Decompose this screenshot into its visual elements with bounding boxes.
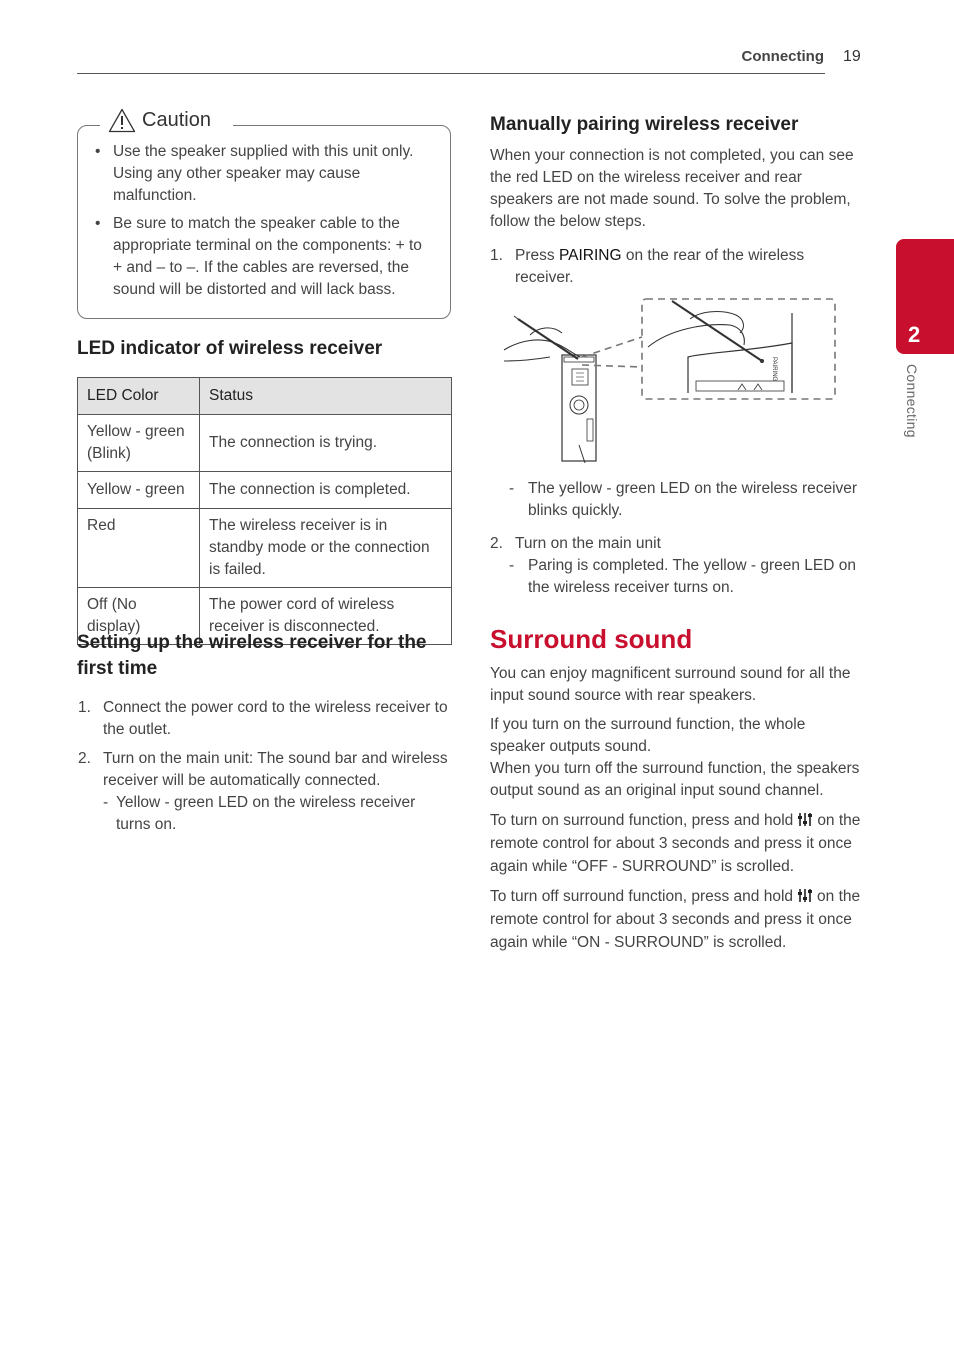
sub-item: - Yellow - green LED on the wireless receiver turns on. xyxy=(103,794,416,833)
caution-header xyxy=(100,106,233,134)
led-heading: LED indicator of wireless receiver xyxy=(77,338,383,359)
manual-note-1: - The yellow - green LED on the wireless receiver blinks quickly. xyxy=(509,480,858,519)
list-item: 2. Turn on the main unit - Paring is completed. The yellow - green LED on the wireless receiver turns on. xyxy=(490,533,860,599)
list-item: • Use the speaker supplied with this unit only. Using any other speaker may cause malfunction. xyxy=(95,143,414,204)
table-header-cell: LED Color xyxy=(78,378,200,415)
table-cell: Red xyxy=(78,509,200,588)
surround-para-3: To turn on surround function, press and hold on the remote control for about 3 seconds and press it once again while “OFF - SURROUND” is scrolled. xyxy=(490,812,861,875)
manual-intro: When your connection is not completed, you can see the red LED on the wireless receiver and rear speakers are not made sound. To solve the problem, follow the below steps. xyxy=(490,147,854,230)
header-divider xyxy=(77,73,825,74)
header-section-title: Connecting xyxy=(741,48,824,65)
chapter-label: Connecting xyxy=(904,364,920,438)
sub-item: - Paring is completed. The yellow - green LED on the wireless receiver turns on. xyxy=(509,557,856,596)
surround-heading: Surround sound xyxy=(490,624,693,654)
pairing-key: PAIRING xyxy=(558,247,622,264)
table-cell: Yellow - green (Blink) xyxy=(78,415,200,472)
table-row xyxy=(78,509,452,588)
manual-step-1 xyxy=(490,245,835,296)
pairing-diagram xyxy=(500,295,840,467)
manual-heading: Manually pairing wireless receiver xyxy=(490,114,799,135)
list-item: 2. Turn on the main unit: The sound bar and wireless receiver will be automatically connected. - Yellow - green LED on the wireless receiver turns on. xyxy=(78,748,453,836)
table-cell: The wireless receiver is in standby mode or the connection is failed. xyxy=(200,509,452,588)
list-item: 1. Connect the power cord to the wireless receiver to the outlet. xyxy=(78,699,448,738)
list-item: • Be sure to match the speaker cable to the appropriate terminal on the components: + to + and – to –. If the cables are reversed, the sound will be distorted and will lack bass. xyxy=(95,215,422,298)
setup-heading: Setting up the wireless receiver for the first time xyxy=(77,632,427,679)
sound-effect-icon xyxy=(797,888,813,903)
table-row xyxy=(78,415,452,472)
sound-effect-icon xyxy=(797,812,813,827)
table-row xyxy=(78,472,452,509)
table-cell: The connection is trying. xyxy=(200,415,452,472)
table-header-cell: Status xyxy=(200,378,452,415)
table-cell: The power cord of wireless receiver is disconnected. xyxy=(200,588,452,645)
table-header-row xyxy=(78,378,452,415)
surround-para-4: To turn off surround function, press and hold on the remote control for about 3 seconds and press it once again while “ON - SURROUND” is scrolled. xyxy=(490,888,861,951)
warning-icon xyxy=(108,108,136,133)
table-cell: Yellow - green xyxy=(78,472,200,509)
surround-para-1: You can enjoy magnificent surround sound for all the input sound source with rear speakers. xyxy=(490,665,851,704)
diagram-pairing-label: PAIRING xyxy=(771,357,777,382)
setup-steps xyxy=(78,697,453,843)
caution-list xyxy=(90,141,425,307)
chapter-tab xyxy=(896,239,954,354)
surround-para-2a: If you turn on the surround function, the whole speaker outputs sound. xyxy=(490,716,806,755)
surround-body xyxy=(490,663,862,961)
chapter-number: 2 xyxy=(908,322,921,347)
manual-step-2 xyxy=(490,533,860,606)
caution-title: Caution xyxy=(142,108,211,131)
page-number: 19 xyxy=(843,48,861,65)
table-cell: The connection is completed. xyxy=(200,472,452,509)
list-item: 1. Press PAIRING on the rear of the wireless receiver. xyxy=(490,247,805,286)
led-table xyxy=(77,377,452,645)
surround-para-2b: When you turn off the surround function, the speakers output sound as an original input sound channel. xyxy=(490,760,860,799)
table-cell: Off (No display) xyxy=(78,588,200,645)
